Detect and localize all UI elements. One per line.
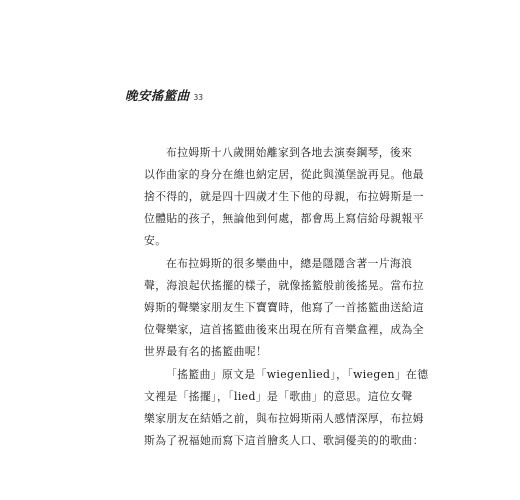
text-line: 文裡是「搖擺」，「lied」是「歌曲」的意思。這位女聲 — [144, 390, 413, 403]
paragraph-3 — [144, 364, 429, 452]
text-line: 位體貼的孩子，無論他到何處，都會馬上寫信給母親報平 — [144, 212, 424, 225]
text-line: 在布拉姆斯的很多樂曲中，總是隱隱含著一片海浪 — [166, 257, 413, 270]
text-line: 捨不得的，就是四十四歲才生下他的母親，布拉姆斯是一 — [144, 190, 424, 203]
text-line: 聲，海浪起伏搖擺的樣子，就像搖籃般前後搖晃。當布拉 — [144, 279, 424, 292]
paragraph-2 — [144, 253, 424, 363]
text-line: 安。 — [144, 234, 167, 247]
text-line: 以作曲家的身分在維也納定居，從此與漢堡說再見。他最 — [144, 168, 424, 181]
text-line: 世界最有名的搖籃曲呢！ — [144, 345, 268, 358]
page-number: 33 — [193, 93, 204, 102]
text-line: 樂家朋友在結婚之前，與布拉姆斯兩人感情深厚，布拉姆 — [144, 412, 424, 425]
text-line: 位聲樂家，這首搖籃曲後來出現在所有音樂盒裡，成為全 — [144, 323, 424, 336]
text-line: 「搖籃曲」原文是「wiegenlied」，「wiegen」在德 — [166, 368, 429, 381]
body-text — [144, 142, 429, 453]
paragraph-1 — [144, 142, 424, 252]
text-line: 斯為了祝福她而寫下這首膾炙人口、歌詞優美的的歌曲： — [144, 434, 424, 447]
book-title: 晚安搖籃曲 — [125, 88, 190, 103]
text-line: 布拉姆斯十八歲開始離家到各地去演奏鋼琴，後來 — [166, 146, 413, 159]
running-header — [125, 86, 203, 104]
text-line: 姆斯的聲樂家朋友生下寶寶時，他寫了一首搖籃曲送給這 — [144, 301, 424, 314]
